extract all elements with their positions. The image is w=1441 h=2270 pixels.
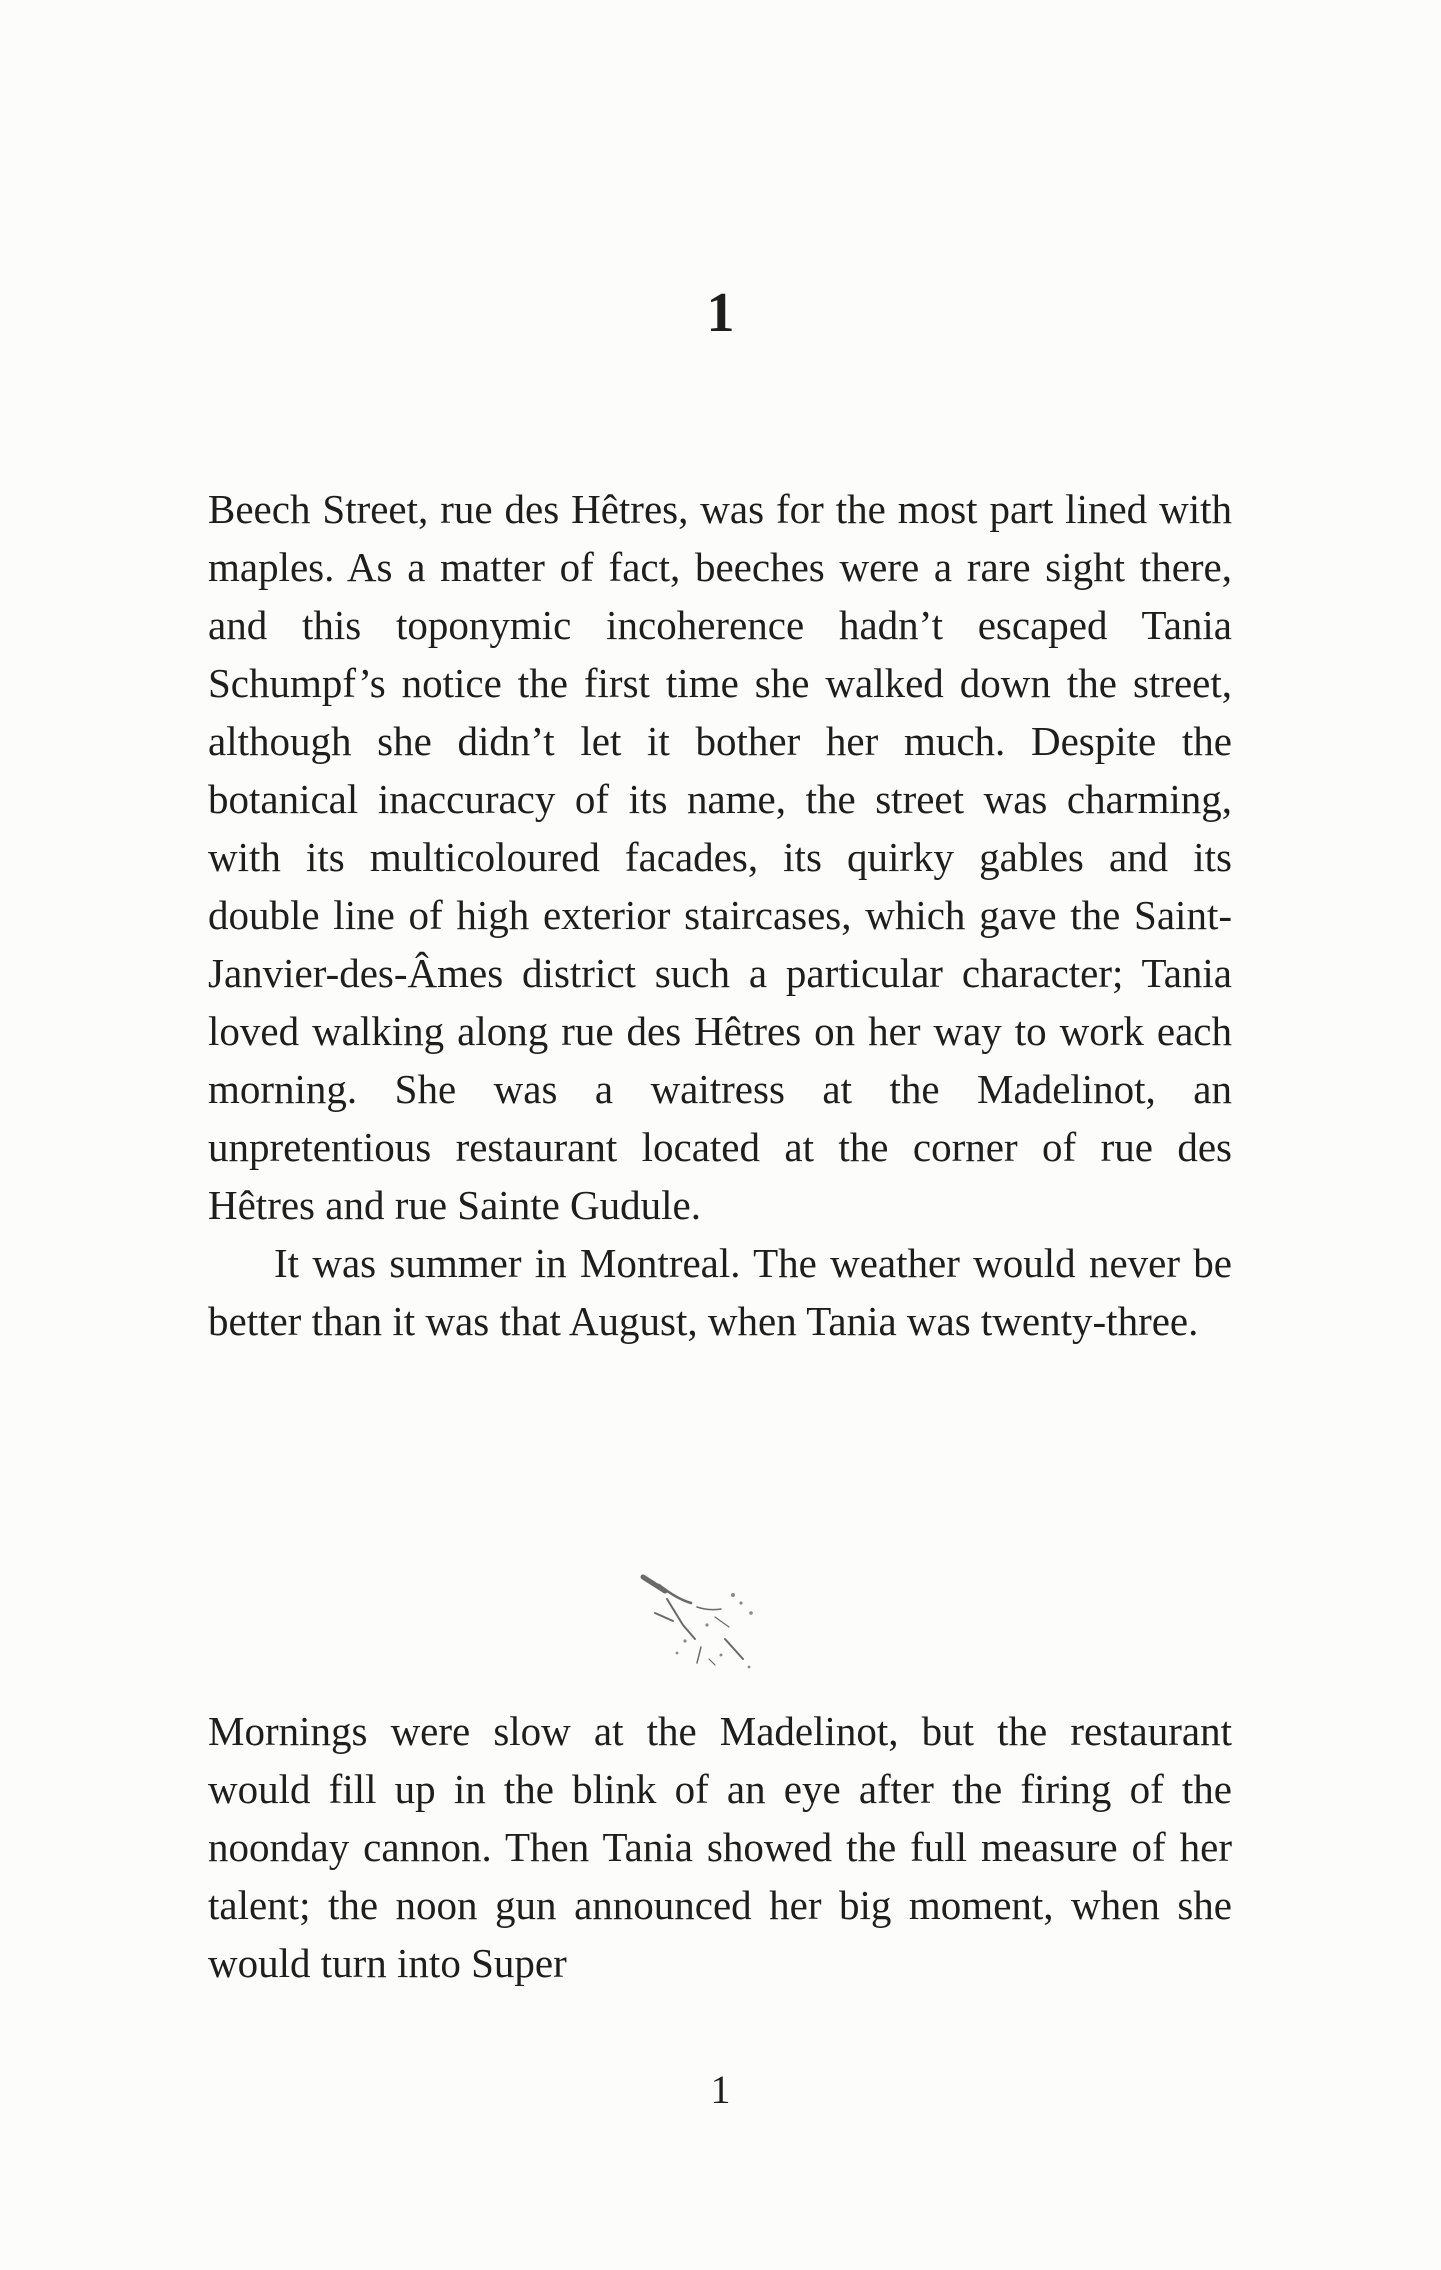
paragraph: It was summer in Montreal. The weather would never be better than it was that August, when Tania was twenty-three. — [208, 1240, 1232, 1344]
section-one-text — [208, 480, 1232, 1350]
page-number: 1 — [710, 2067, 731, 2112]
chapter-number: 1 — [706, 282, 735, 344]
flourish-ornament-icon — [625, 1555, 805, 1685]
paragraph: Beech Street, rue des Hêtres, was for the most part lined with maples. As a matter of fact, beeches were a rare sight there, and this toponymic incoherence hadn’t escaped Tania Schumpf’s notice the first time she walked down the street, although she didn’t let it bother her much. Despite the botanical inaccuracy of its name, the street was charming, with its multicoloured facades, its quirky gables and its double line of high exterior staircases, which gave the Saint-Janvier-des-Âmes district such a particular character; Tania loved walking along rue des Hêtres on her way to work each morning. She was a waitress at the Madelinot, an unpretentious restaurant located at the corner of rue des Hêtres and rue Sainte Gudule. — [208, 486, 1232, 1228]
section-two-text — [208, 1702, 1232, 1992]
paragraph: Mornings were slow at the Madelinot, but the restaurant would fill up in the blink of an eye after the firing of the noonday cannon. Then Tania showed the full measure of her talent; the noon gun announced her big moment, when she would turn into Super — [208, 1708, 1232, 1986]
